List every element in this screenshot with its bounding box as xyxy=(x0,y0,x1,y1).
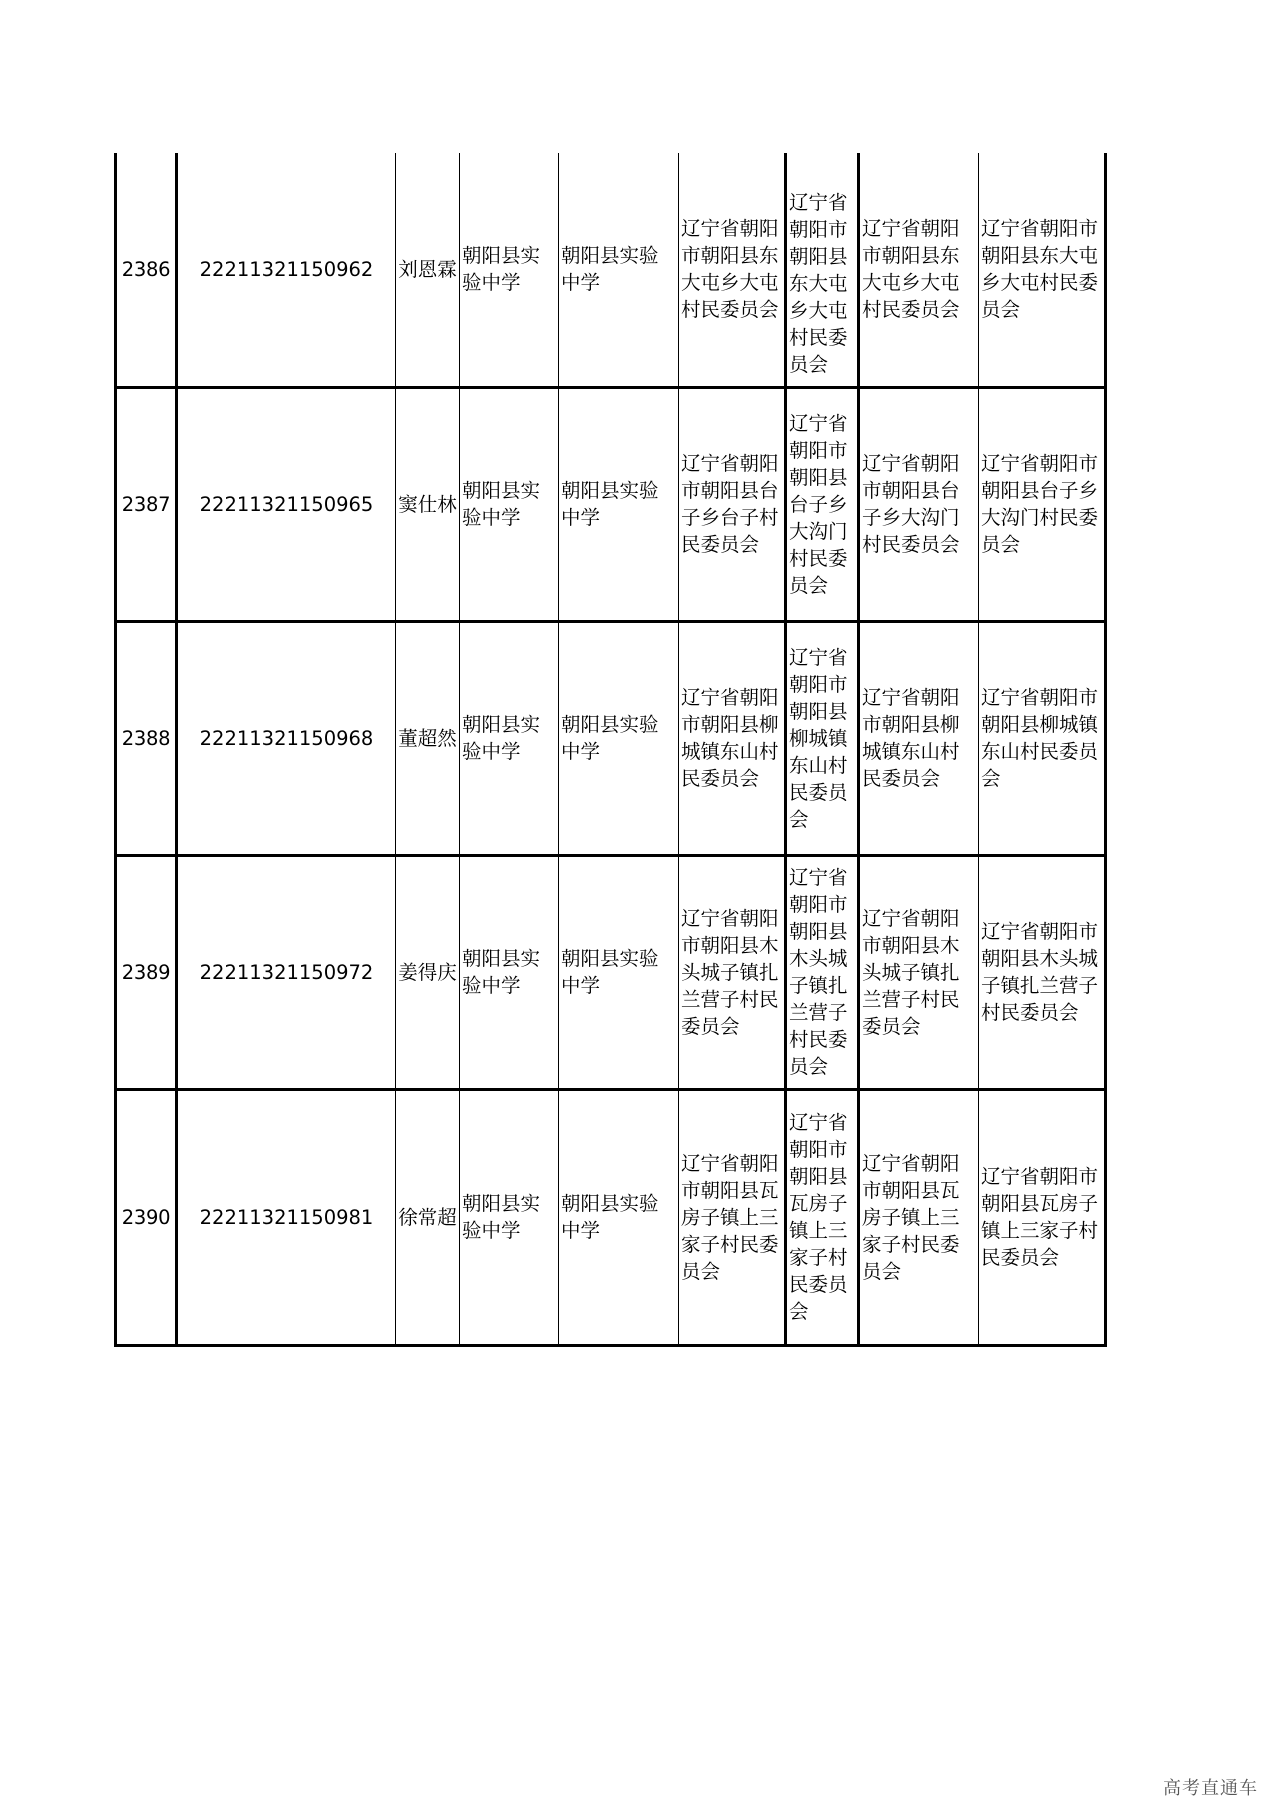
school-cell: 朝阳县实验中学 xyxy=(460,621,559,855)
school-cell: 朝阳县实验中学 xyxy=(559,387,679,621)
candidate-name: 董超然 xyxy=(396,621,460,855)
table-row xyxy=(116,855,1106,1089)
candidate-name: 姜得庆 xyxy=(396,855,460,1089)
row-number: 2387 xyxy=(116,387,177,621)
table-row xyxy=(116,153,1106,387)
candidate-name: 徐常超 xyxy=(396,1089,460,1345)
document-table-container xyxy=(114,153,1104,1347)
school-cell: 朝阳县实验中学 xyxy=(460,387,559,621)
address-cell: 辽宁省朝阳市朝阳县柳城镇东山村民委员会 xyxy=(859,621,979,855)
table-row xyxy=(116,1089,1106,1345)
address-cell: 辽宁省朝阳市朝阳县瓦房子镇上三家子村民委员会 xyxy=(859,1089,979,1345)
address-cell: 辽宁省朝阳市朝阳县柳城镇东山村民委员会 xyxy=(786,621,859,855)
address-cell: 辽宁省朝阳市朝阳县东大屯乡大屯村民委员会 xyxy=(786,153,859,387)
student-table xyxy=(114,153,1107,1347)
school-cell: 朝阳县实验中学 xyxy=(559,621,679,855)
address-cell: 辽宁省朝阳市朝阳县木头城子镇扎兰营子村民委员会 xyxy=(859,855,979,1089)
candidate-id: 22211321150968 xyxy=(177,621,396,855)
watermark-text: 高考直通车 xyxy=(1163,1778,1258,1799)
address-cell: 辽宁省朝阳市朝阳县台子乡大沟门村民委员会 xyxy=(979,387,1106,621)
candidate-name: 窦仕林 xyxy=(396,387,460,621)
address-cell: 辽宁省朝阳市朝阳县柳城镇东山村民委员会 xyxy=(979,621,1106,855)
address-cell: 辽宁省朝阳市朝阳县东大屯乡大屯村民委员会 xyxy=(859,153,979,387)
table-body xyxy=(116,153,1106,1345)
candidate-id: 22211321150981 xyxy=(177,1089,396,1345)
school-cell: 朝阳县实验中学 xyxy=(460,1089,559,1345)
address-cell: 辽宁省朝阳市朝阳县木头城子镇扎兰营子村民委员会 xyxy=(679,855,786,1089)
school-cell: 朝阳县实验中学 xyxy=(460,153,559,387)
address-cell: 辽宁省朝阳市朝阳县瓦房子镇上三家子村民委员会 xyxy=(679,1089,786,1345)
address-cell: 辽宁省朝阳市朝阳县瓦房子镇上三家子村民委员会 xyxy=(979,1089,1106,1345)
address-cell: 辽宁省朝阳市朝阳县台子乡大沟门村民委员会 xyxy=(859,387,979,621)
row-number: 2388 xyxy=(116,621,177,855)
address-cell: 辽宁省朝阳市朝阳县木头城子镇扎兰营子村民委员会 xyxy=(786,855,859,1089)
table-row xyxy=(116,387,1106,621)
candidate-id: 22211321150972 xyxy=(177,855,396,1089)
school-cell: 朝阳县实验中学 xyxy=(559,1089,679,1345)
address-cell: 辽宁省朝阳市朝阳县木头城子镇扎兰营子村民委员会 xyxy=(979,855,1106,1089)
candidate-id: 22211321150962 xyxy=(177,153,396,387)
address-cell: 辽宁省朝阳市朝阳县台子乡台子村民委员会 xyxy=(679,387,786,621)
school-cell: 朝阳县实验中学 xyxy=(559,153,679,387)
address-cell: 辽宁省朝阳市朝阳县瓦房子镇上三家子村民委员会 xyxy=(786,1089,859,1345)
row-number: 2386 xyxy=(116,153,177,387)
address-cell: 辽宁省朝阳市朝阳县东大屯乡大屯村民委员会 xyxy=(979,153,1106,387)
school-cell: 朝阳县实验中学 xyxy=(460,855,559,1089)
row-number: 2389 xyxy=(116,855,177,1089)
candidate-id: 22211321150965 xyxy=(177,387,396,621)
address-cell: 辽宁省朝阳市朝阳县柳城镇东山村民委员会 xyxy=(679,621,786,855)
address-cell: 辽宁省朝阳市朝阳县东大屯乡大屯村民委员会 xyxy=(679,153,786,387)
school-cell: 朝阳县实验中学 xyxy=(559,855,679,1089)
row-number: 2390 xyxy=(116,1089,177,1345)
candidate-name: 刘恩霖 xyxy=(396,153,460,387)
table-row xyxy=(116,621,1106,855)
address-cell: 辽宁省朝阳市朝阳县台子乡大沟门村民委员会 xyxy=(786,387,859,621)
